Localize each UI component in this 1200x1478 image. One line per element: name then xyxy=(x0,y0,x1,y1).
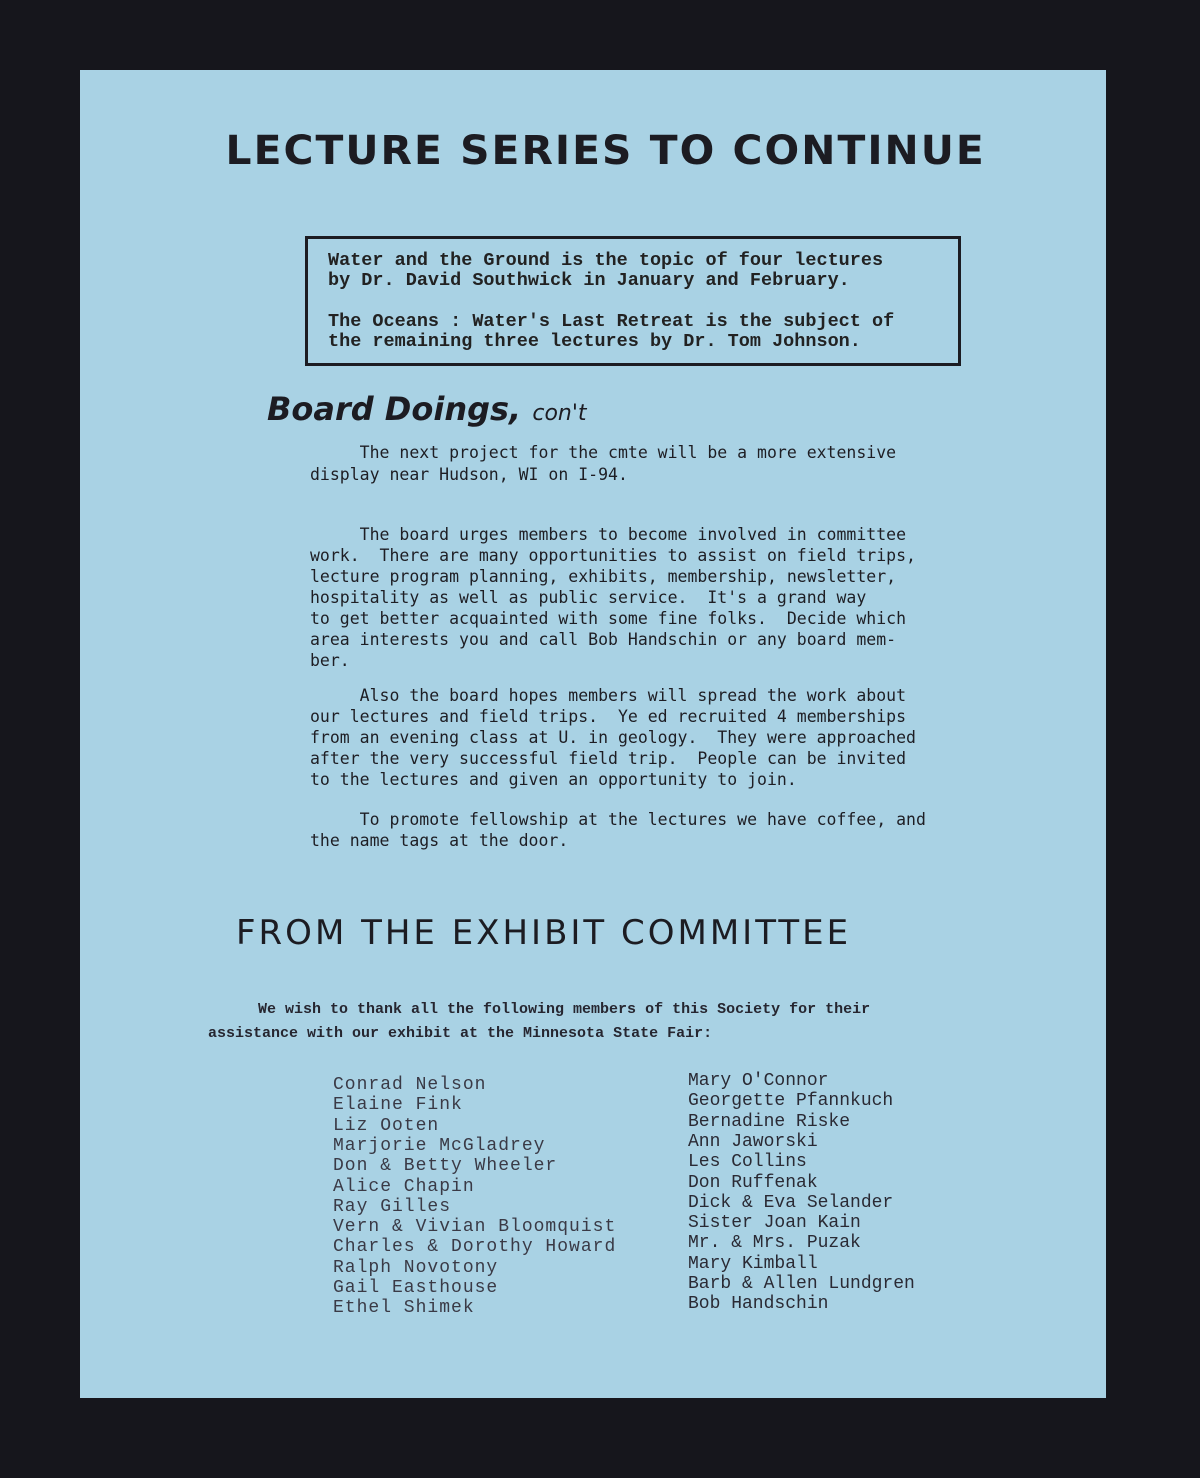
member-name: Bernadine Riske xyxy=(688,1111,851,1132)
paragraph-line: The board urges members to become involved in committee xyxy=(310,525,907,544)
member-name: Vern & Vivian Bloomquist xyxy=(333,1217,617,1238)
paragraph-line: ber. xyxy=(310,651,350,670)
member-name: Mary O'Connor xyxy=(688,1071,829,1091)
paragraph-line: after the very successful field trip. People can be invited xyxy=(310,749,907,768)
box-line: by Dr. David Southwick in January and February. xyxy=(328,270,850,291)
paragraph-line: area interests you and call Bob Handschin or any board mem- xyxy=(310,630,897,649)
member-name: Don & Betty Wheeler xyxy=(333,1156,558,1177)
member-name: Marjorie McGladrey xyxy=(333,1135,546,1156)
member-name: Bob Handschin xyxy=(688,1294,829,1315)
member-name: Conrad Nelson xyxy=(333,1075,487,1095)
box-line: the remaining three lectures by Dr. Tom Johnson. xyxy=(328,331,861,352)
member-name: Liz Ooten xyxy=(333,1115,440,1136)
paragraph-line: from an evening class at U. in geology. They were approached xyxy=(310,728,916,747)
member-name: Ralph Novotony xyxy=(333,1257,499,1278)
paragraph-line: hospitality as well as public service. It's a grand way xyxy=(310,588,867,607)
paragraph-line: to get better acquainted with some fine folks. Decide which xyxy=(310,609,907,628)
paragraph-line: work. There are many opportunities to assist on field trips, xyxy=(310,546,916,565)
paragraph-line: the name tags at the door. xyxy=(310,831,569,850)
paragraph-line: To promote fellowship at the lectures we have coffee, and xyxy=(310,810,926,829)
member-name: Georgette Pfannkuch xyxy=(688,1091,894,1112)
member-name: Ray Gilles xyxy=(333,1196,452,1217)
member-name: Elaine Fink xyxy=(333,1095,463,1116)
member-name: Les Collins xyxy=(688,1152,807,1173)
member-name: Mary Kimball xyxy=(688,1253,818,1274)
member-name: Ethel Shimek xyxy=(333,1298,475,1319)
member-name: Alice Chapin xyxy=(333,1176,475,1197)
paragraph-line: The next project for the cmte will be a more extensive xyxy=(310,443,897,462)
member-name: Charles & Dorothy Howard xyxy=(333,1237,617,1258)
box-line: The Oceans : Water's Last Retreat is the subject of xyxy=(328,311,895,332)
member-name: Gail Easthouse xyxy=(333,1278,499,1298)
member-name: Dick & Eva Selander xyxy=(688,1192,894,1213)
paragraph-line: lecture program planning, exhibits, membership, newsletter, xyxy=(310,567,897,586)
exhibit-heading: FROM THE EXHIBIT COMMITTEE xyxy=(236,913,852,953)
box-line: Water and the Ground is the topic of four lectures xyxy=(328,250,884,271)
member-name: Sister Joan Kain xyxy=(688,1213,861,1234)
paragraph-line: to the lectures and given an opportunity to join. xyxy=(310,770,797,789)
paragraph-line: our lectures and field trips. Ye ed recruited 4 memberships xyxy=(310,707,907,726)
paragraph-line: display near Hudson, WI on I-94. xyxy=(310,465,628,484)
member-name: Mr. & Mrs. Puzak xyxy=(688,1233,861,1254)
board-doings-heading: Board Doings, con't xyxy=(267,390,587,428)
member-name: Barb & Allen Lundgren xyxy=(688,1274,915,1294)
paragraph-line: Also the board hopes members will spread the work about xyxy=(310,686,907,705)
thanks-line: We wish to thank all the following members of this Society for their xyxy=(258,1001,871,1018)
member-name: Don Ruffenak xyxy=(688,1172,818,1193)
page-title: LECTURE SERIES TO CONTINUE xyxy=(225,128,986,174)
thanks-line: assistance with our exhibit at the Minnesota State Fair: xyxy=(208,1025,713,1042)
member-name: Ann Jaworski xyxy=(688,1131,818,1152)
